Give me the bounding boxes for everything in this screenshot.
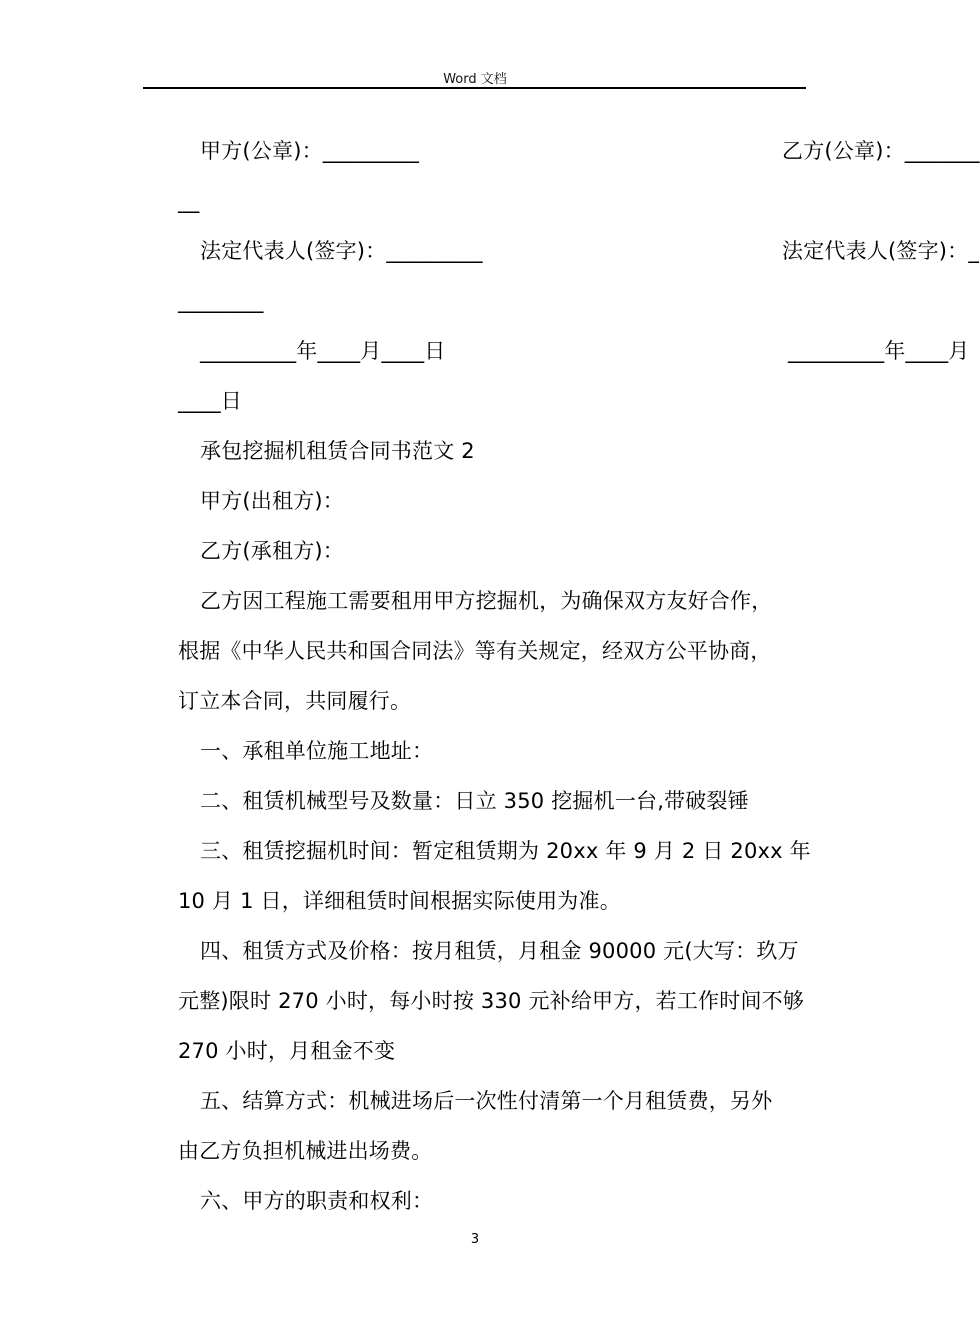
date-b-cont: ____日 [178, 389, 242, 413]
intro-line-2: 根据《中华人民共和国合同法》等有关规定，经双方公平协商， [178, 639, 772, 663]
party-b-seal-cont: __ [178, 189, 200, 213]
clause-4-line-3: 270 小时，月租金不变 [178, 1039, 396, 1063]
clause-3-line-2: 10 月 1 日，详细租赁时间根据实际使用为准。 [178, 889, 621, 913]
lessee-line: 乙方(承租方)： [200, 539, 344, 563]
contract-title: 承包挖掘机租赁合同书范文 2 [200, 439, 475, 463]
clause-4-line-2: 元整)限时 270 小时，每小时按 330 元补给甲方，若工作时间不够 [178, 989, 805, 1013]
rep-b: 法定代表人(签字)：_ [782, 239, 980, 263]
clause-5-line-2: 由乙方负担机械进出场费。 [178, 1139, 433, 1163]
date-a: _________年____月____日 [200, 339, 446, 363]
seal-row [178, 136, 980, 166]
intro-line-1: 乙方因工程施工需要租用甲方挖掘机，为确保双方友好合作， [200, 589, 773, 613]
clause-3-line-1: 三、租赁挖掘机时间：暂定租赁期为 20xx 年 9 月 2 日 20xx 年 [200, 839, 811, 863]
date-b: _________年____月 [788, 339, 970, 363]
intro-line-3: 订立本合同，共同履行。 [178, 689, 412, 713]
header-rule [143, 87, 806, 89]
party-a-seal: 甲方(公章)：_________ [200, 139, 420, 163]
lessor-line: 甲方(出租方)： [200, 489, 344, 513]
page-header-title: Word 文档 [443, 72, 507, 87]
page-number: 3 [470, 1232, 480, 1247]
party-b-seal: 乙方(公章)：_______ [782, 139, 980, 163]
clause-6: 六、甲方的职责和权利： [200, 1189, 434, 1213]
clause-1: 一、承租单位施工地址： [200, 739, 434, 763]
clause-4-line-1: 四、租赁方式及价格：按月租赁，月租金 90000 元(大写：玖万 [200, 939, 799, 963]
rep-a: 法定代表人(签字)：_________ [200, 239, 483, 263]
rep-row [178, 236, 980, 266]
clause-2: 二、租赁机械型号及数量：日立 350 挖掘机一台,带破裂锤 [200, 789, 749, 813]
clause-5-line-1: 五、结算方式：机械进场后一次性付清第一个月租赁费，另外 [200, 1089, 773, 1113]
date-row [178, 336, 970, 366]
rep-b-cont: ________ [178, 289, 264, 313]
